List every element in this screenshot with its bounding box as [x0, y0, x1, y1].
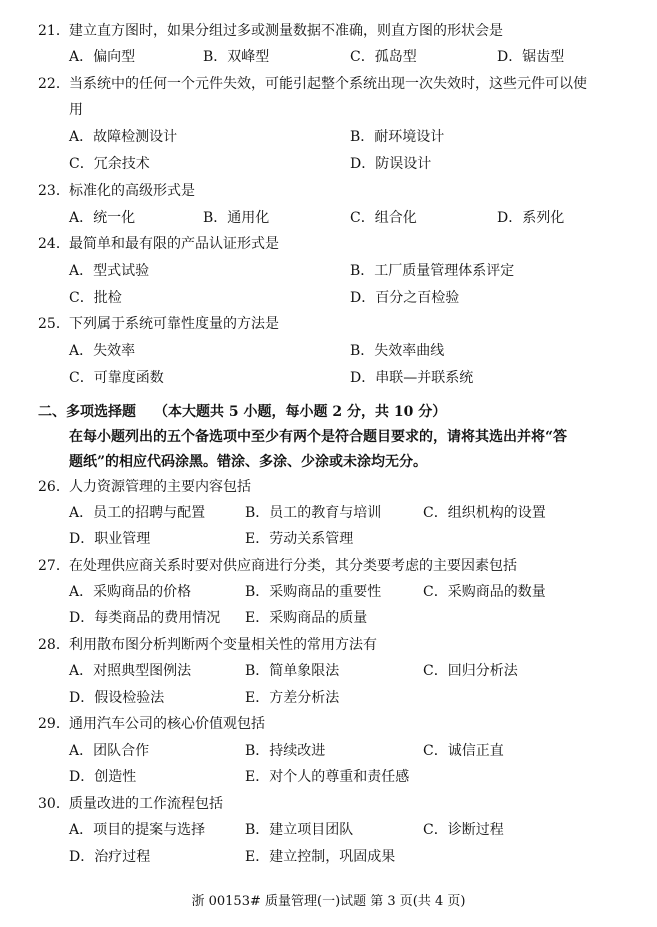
option-a: A．员工的招聘与配置	[69, 505, 206, 521]
option-b: B．通用化	[203, 210, 270, 226]
option-e: E．对个人的尊重和责任感	[245, 769, 410, 785]
option-c: C．诊断过程	[423, 822, 504, 838]
option-d: D．串联—并联系统	[350, 370, 474, 386]
option-a: A．型式试验	[69, 263, 150, 279]
question-number: 21．	[38, 23, 70, 39]
option-d: D．每类商品的费用情况	[69, 610, 221, 626]
option-d: D．百分之百检验	[350, 290, 460, 306]
option-c: C．采购商品的数量	[423, 584, 546, 600]
option-b: B．持续改进	[245, 743, 326, 759]
option-b: B．耐环境设计	[350, 129, 445, 145]
question-number: 30．	[38, 796, 70, 812]
option-b: B．员工的教育与培训	[245, 505, 382, 521]
option-d: D．职业管理	[69, 531, 151, 547]
option-b: B．双峰型	[203, 49, 270, 65]
option-e: E．建立控制，巩固成果	[245, 849, 396, 865]
option-d: D．假设检验法	[69, 690, 165, 706]
question-stem: 当系统中的任何一个元件失效，可能引起整个系统出现一次失效时，这些元件可以使	[69, 76, 587, 92]
option-c: C．孤岛型	[350, 49, 417, 65]
option-a: A．故障检测设计	[69, 129, 178, 145]
option-b: B．建立项目团队	[245, 822, 354, 838]
instruction-text: 题纸”的相应代码涂黑。错涂、多涂、少涂或未涂均无分。	[69, 454, 428, 470]
option-b: B．失效率曲线	[350, 343, 445, 359]
option-d: D．创造性	[69, 769, 137, 785]
option-a: A．失效率	[69, 343, 136, 359]
question-stem: 人力资源管理的主要内容包括	[69, 479, 251, 495]
option-c: C．批检	[69, 290, 122, 306]
question-stem: 质量改进的工作流程包括	[69, 796, 223, 812]
option-b: B．简单象限法	[245, 663, 340, 679]
option-e: E．采购商品的质量	[245, 610, 368, 626]
question-stem: 建立直方图时，如果分组过多或测量数据不准确，则直方图的形状会是	[69, 23, 503, 39]
option-d: D．系列化	[497, 210, 565, 226]
section-title: 二、多项选择题	[38, 404, 136, 420]
question-number: 25．	[38, 316, 70, 332]
instruction-text: 在每小题列出的五个备选项中至少有两个是符合题目要求的，请将其选出并将“答	[69, 429, 568, 445]
option-d: D．治疗过程	[69, 849, 151, 865]
option-c: C．回归分析法	[423, 663, 518, 679]
question-stem: 利用散布图分析判断两个变量相关性的常用方法有	[69, 637, 377, 653]
option-b: B．工厂质量管理体系评定	[350, 263, 515, 279]
question-stem: 通用汽车公司的核心价值观包括	[69, 716, 265, 732]
question-number: 28．	[38, 637, 70, 653]
option-c: C．组织机构的设置	[423, 505, 546, 521]
option-a: A．团队合作	[69, 743, 150, 759]
option-a: A．对照典型图例法	[69, 663, 192, 679]
option-c: C．冗余技术	[69, 156, 150, 172]
option-b: B．采购商品的重要性	[245, 584, 382, 600]
option-d: D．防误设计	[350, 156, 432, 172]
question-number: 22．	[38, 76, 70, 92]
question-stem-continued: 用	[69, 102, 83, 118]
option-a: A．统一化	[69, 210, 136, 226]
option-c: C．组合化	[350, 210, 417, 226]
option-c: C．可靠度函数	[69, 370, 164, 386]
option-e: E．方差分析法	[245, 690, 340, 706]
question-number: 27．	[38, 558, 70, 574]
option-d: D．锯齿型	[497, 49, 565, 65]
question-stem: 最简单和最有限的产品认证形式是	[69, 236, 279, 252]
page-footer: 浙 00153# 质量管理(一)试题 第 3 页(共 4 页)	[191, 894, 466, 909]
question-number: 23．	[38, 183, 70, 199]
option-e: E．劳动关系管理	[245, 531, 354, 547]
question-number: 26．	[38, 479, 70, 495]
option-a: A．采购商品的价格	[69, 584, 192, 600]
option-a: A．项目的提案与选择	[69, 822, 206, 838]
question-stem: 下列属于系统可靠性度量的方法是	[69, 316, 279, 332]
option-a: A．偏向型	[69, 49, 136, 65]
section-subtitle: （本大题共 5 小题，每小题 2 分，共 10 分）	[154, 404, 447, 420]
question-stem: 标准化的高级形式是	[69, 183, 195, 199]
option-c: C．诚信正直	[423, 743, 504, 759]
question-stem: 在处理供应商关系时要对供应商进行分类，其分类要考虑的主要因素包括	[69, 558, 517, 574]
question-number: 29．	[38, 716, 70, 732]
question-number: 24．	[38, 236, 70, 252]
